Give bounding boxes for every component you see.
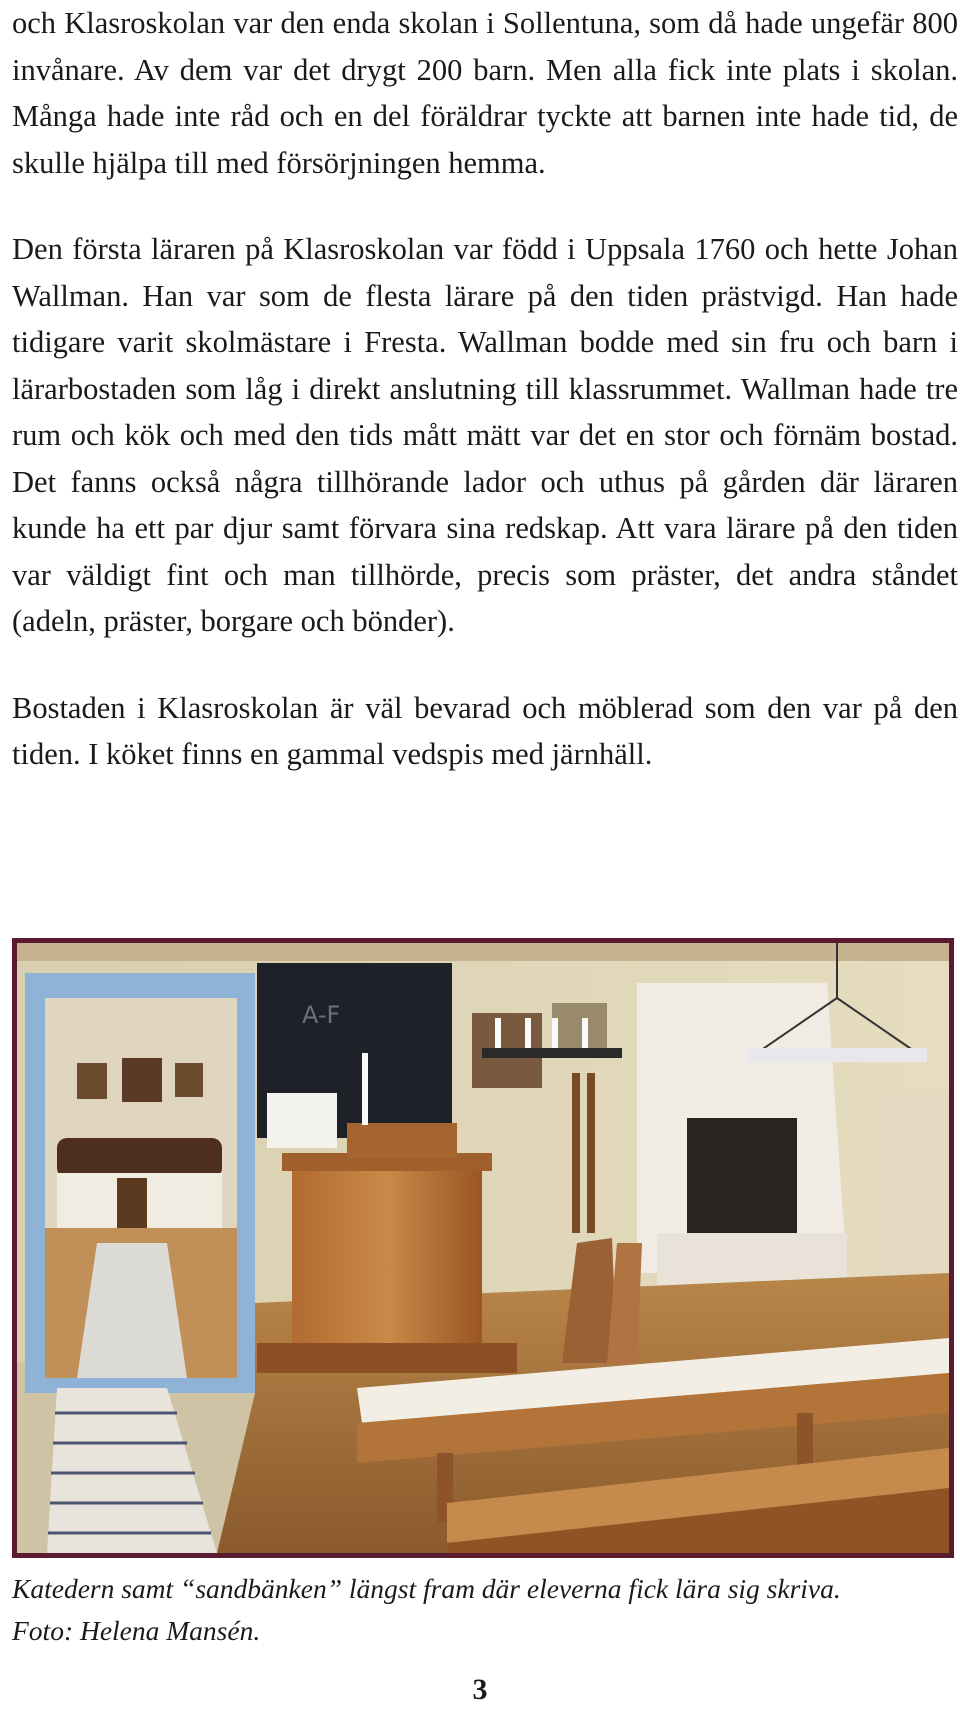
- teacher-desk: [292, 1163, 482, 1373]
- paragraph-2: Den första läraren på Klasroskolan var född i Uppsala 1760 och hette Johan Wallman. Han var som de flesta lärare på den tiden prästvigd. Han hade tidigare varit skolmästare i Fresta. Wallman bodde med sin fru och barn i lärarbostaden som låg i direkt anslutning till klassrummet. Wallman hade tre rum och kök och med den tids mått mätt var det en stor och förnäm bostad. Det fanns också några tillhörande lador och uthus på gården där läraren kunde ha ett par djur samt förvara sina redskap. Att vara lärare på den tiden var väldigt fint och man tillhörde, precis som präster, det andra ståndet (adeln, präster, borgare och bönder).: [12, 232, 958, 638]
- paragraph-1: och Klasroskolan var den enda skolan i Sollentuna, som då hade ungefär 800 invånare. Av dem var det drygt 200 barn. Men alla fick inte plats i skolan. Många hade inte råd och en del föräldrar tyckte att barnen inte hade tid, de skulle hjälpa till med försörjningen hemma.: [12, 6, 958, 180]
- blackboard-text: A-F: [302, 1001, 341, 1029]
- page-number: 3: [472, 1673, 488, 1706]
- caption-line-1: Katedern samt “sandbänken” längst fram där eleverna fick lära sig skriva.: [12, 1573, 841, 1604]
- text-column: [12, 0, 958, 778]
- classroom-photo: [12, 938, 954, 1558]
- caption-line-2: Foto: Helena Mansén.: [12, 1615, 261, 1646]
- chandelier: [747, 1048, 927, 1062]
- photo-caption: [12, 1568, 958, 1652]
- paragraph-3: Bostaden i Klasroskolan är väl bevarad och möblerad som den var på den tiden. I köket finns en gammal vedspis med järnhäll.: [12, 690, 958, 771]
- classroom-illustration: [17, 943, 949, 1553]
